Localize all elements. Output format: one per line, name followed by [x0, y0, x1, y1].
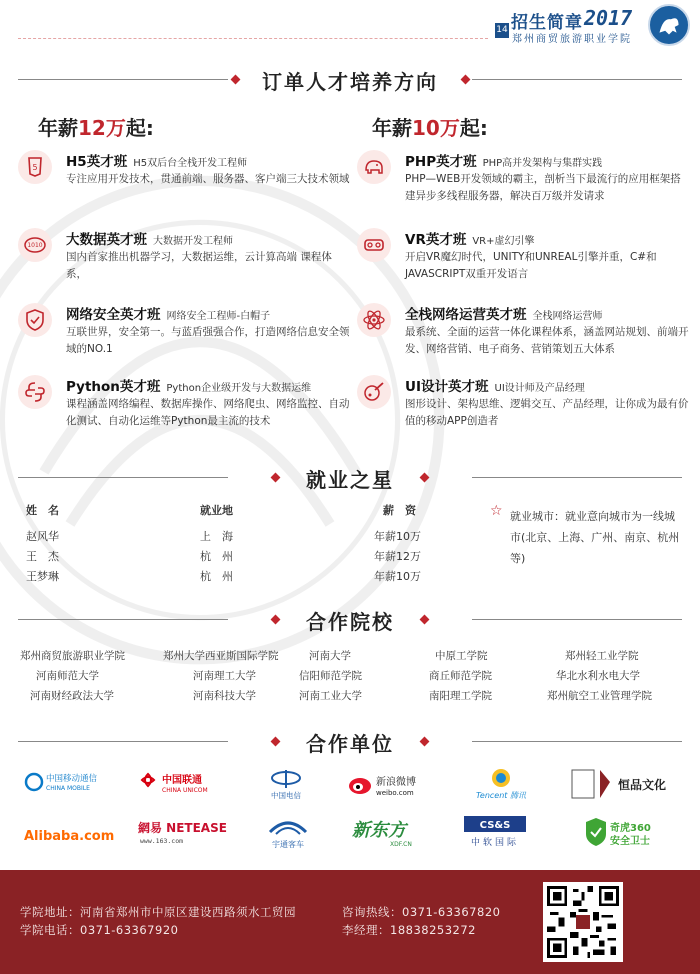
brochure-page: 14 招生简章 2017 郑州商贸旅游职业学院 订单人才培养方向 年薪12万起: 年薪10万起: 5 H5英才班 H5双后台全栈开发工程师 专注应用开发技术，贯通前端、服务器、客户端三大技术领域 1010 大数据英才班 大数据开发工程师 国内首家推出机器学习，大数据运维，云计算高端 课程体系， 网络安全英才班 网络安全工程师-白帽子 互联世界，安全第一。与蓝盾强强合作，打造网络信息安全领域的NO.1 Python英才班 Python企业级开发与大数据运维 课程涵盖网络编程、数据库操作、网络爬虫、网络监控、自动化测试、自动化运维等Python最主流的技术 PHP英才班 PHP高并发架构与集群实践 PHP—WEB开发领域的霸主，剖析当下最流行的应用框架搭建异步多线程服务器，解决百万级并发请求 VR英才班 VR+虚幻引擎 开启VR魔幻时代，UNITY和UNREAL引擎并重，C#和JAVASCRIPT双重开发语言 全栈网络运营英才班 全栈网络运营师 最系统、全面的运营一体化课程体系，涵盖网站规划、前端开发、网络营销、电子商务、营销策划五大体系 UI设计英才班 UI设计师及产品经理 图形设计、架构思维、逻辑交互、产品经理，让你成为最有价值的移动APP创造者 就业之星 姓 名 就业地 薪 资 赵风华 上 海 年薪10万 王 杰 杭 州 年薪12万 王梦琳 杭 州 年薪10万 ☆ 就业城市：就业意向城市为一线城市(北京、上海、广州、南京、杭州等) 合作院校 郑州商贸旅游职业学院 郑州大学西亚斯国际学院 河南大学 中原工学院 郑州轻工业学院 河南师范大学 河南理工大学 信阳师范学院 商丘师范学院 华北水利水电大学 河南财经政法大学 河南科技大学 河南工业大学 南阳理工学院 郑州航空工业管理学院 合作单位 中国移动通信 CHINA MOBILE 中国联通 CHINA UNICOM 中国电信 新浪微博 weibo.com Tencent 腾讯 恒品文化 Alibaba.com 網易 NETEASE www.163.com 宇通客车 新东方 XDF.CN CS&S 中软国际 奇虎360 安全卫士 学院地址：河南省郑州市中原区建设西路须水工贸园 学院电话：0371-63367920 咨询热线：0371-63367820 李经理：18838253272: [0, 0, 700, 974]
svg-text:Tencent 腾讯: Tencent 腾讯: [476, 791, 526, 800]
star-name: 赵风华: [26, 530, 59, 543]
qr-code-icon: [543, 882, 623, 962]
svg-text:中软国际: 中软国际: [470, 838, 520, 848]
svg-text:CHINA MOBILE: CHINA MOBILE: [46, 785, 90, 792]
qihoo360-logo-icon: [582, 812, 658, 852]
hengpin-logo-icon: [570, 764, 680, 804]
svg-text:5: 5: [32, 163, 38, 172]
svg-text:CS&S: CS&S: [479, 820, 511, 831]
xdf-logo-icon: [350, 812, 426, 852]
school-item: 河南科技大学: [193, 690, 256, 702]
svg-text:奇虎360: 奇虎360: [610, 823, 651, 834]
netease-logo-icon: [136, 812, 232, 852]
footer-hotline: 咨询热线：0371-63367820: [342, 905, 501, 919]
stars-header-place: 就业地: [200, 504, 233, 517]
footer-manager: 李经理：18838253272: [342, 923, 476, 937]
salary-left: 年薪12万起:: [38, 116, 154, 140]
page-footer: [0, 870, 700, 974]
header-rule: [18, 38, 488, 39]
svg-text:www.163.com: www.163.com: [140, 837, 184, 845]
stars-header-salary: 薪 资: [383, 504, 416, 517]
school-item: 郑州轻工业学院: [565, 650, 639, 662]
page-number: 14: [495, 23, 509, 38]
page-header: [0, 0, 700, 60]
big-data-icon: [18, 228, 52, 262]
star-place: 上 海: [200, 530, 233, 543]
footer-phone: 学院电话：0371-63367920: [20, 923, 179, 937]
svg-text:Alibaba.com: Alibaba.com: [24, 829, 115, 844]
college-logo-icon: [648, 4, 690, 46]
section-title-training: 订单人才培养方向: [0, 64, 700, 94]
section-title-stars: 就业之星: [0, 462, 700, 492]
svg-text:中国移动通信: 中国移动通信: [46, 774, 98, 784]
design-tool-icon: [357, 375, 391, 409]
svg-text:XDF.CN: XDF.CN: [390, 841, 412, 848]
school-item: 信阳师范学院: [299, 670, 362, 682]
school-item: 郑州航空工业管理学院: [547, 690, 652, 702]
china-unicom-logo-icon: [136, 764, 226, 804]
svg-text:CHINA UNICOM: CHINA UNICOM: [162, 787, 208, 794]
school-item: 河南财经政法大学: [30, 690, 114, 702]
atom-icon: [357, 303, 391, 337]
star-name: 王梦琳: [26, 570, 59, 583]
section-title-schools: 合作院校: [0, 604, 700, 634]
tencent-logo-icon: [466, 764, 536, 804]
star-place: 杭 州: [200, 570, 233, 583]
school-item: 河南大学: [309, 650, 351, 662]
star-salary: 年薪10万: [374, 570, 421, 583]
vr-headset-icon: [357, 228, 391, 262]
shield-check-icon: [18, 303, 52, 337]
school-item: 中原工学院: [435, 650, 488, 662]
section-title-partners: 合作单位: [0, 726, 700, 756]
school-item: 华北水利水电大学: [556, 670, 640, 682]
python-icon: [18, 375, 52, 409]
html5-icon: [18, 150, 52, 184]
css-logo-icon: [462, 812, 528, 852]
svg-text:1010: 1010: [27, 242, 43, 249]
svg-text:新东方: 新东方: [352, 820, 406, 841]
china-mobile-logo-icon: [22, 764, 122, 804]
svg-text:宇通客车: 宇通客车: [272, 840, 304, 849]
school-item: 河南工业大学: [299, 690, 362, 702]
school-item: 南阳理工学院: [429, 690, 492, 702]
alibaba-logo-icon: [22, 812, 122, 852]
star-salary: 年薪10万: [374, 530, 421, 543]
svg-text:weibo.com: weibo.com: [376, 789, 414, 797]
school-item: 河南理工大学: [193, 670, 256, 682]
footer-address: 学院地址：河南省郑州市中原区建设西路须水工贸园: [20, 905, 296, 919]
stars-header-name: 姓 名: [26, 504, 59, 517]
svg-text:新浪微博: 新浪微博: [376, 777, 416, 788]
school-item: 郑州大学西亚斯国际学院: [163, 650, 279, 662]
header-subtitle: 郑州商贸旅游职业学院: [512, 34, 632, 45]
svg-text:中国电信: 中国电信: [271, 791, 301, 800]
svg-text:網易 NETEASE: 網易 NETEASE: [138, 821, 227, 835]
star-place: 杭 州: [200, 550, 233, 563]
stars-note: 就业城市：就业意向城市为一线城市(北京、上海、广州、南京、杭州等): [510, 510, 680, 565]
china-telecom-logo-icon: [256, 764, 316, 804]
star-outline-icon: ☆: [490, 503, 503, 519]
star-name: 王 杰: [26, 550, 59, 563]
svg-text:安全卫士: 安全卫士: [610, 836, 650, 847]
school-item: 河南师范大学: [36, 670, 99, 682]
school-item: 商丘师范学院: [429, 670, 492, 682]
salary-right: 年薪10万起:: [372, 116, 488, 140]
header-title: 招生简章: [511, 13, 583, 33]
star-salary: 年薪12万: [374, 550, 421, 563]
svg-text:恒品文化: 恒品文化: [618, 778, 667, 792]
weibo-logo-icon: [344, 764, 434, 804]
yutong-logo-icon: [256, 812, 320, 852]
school-item: 郑州商贸旅游职业学院: [20, 650, 125, 662]
svg-text:中国联通: 中国联通: [162, 775, 202, 786]
elephant-icon: [357, 150, 391, 184]
header-year: 2017: [584, 6, 633, 30]
